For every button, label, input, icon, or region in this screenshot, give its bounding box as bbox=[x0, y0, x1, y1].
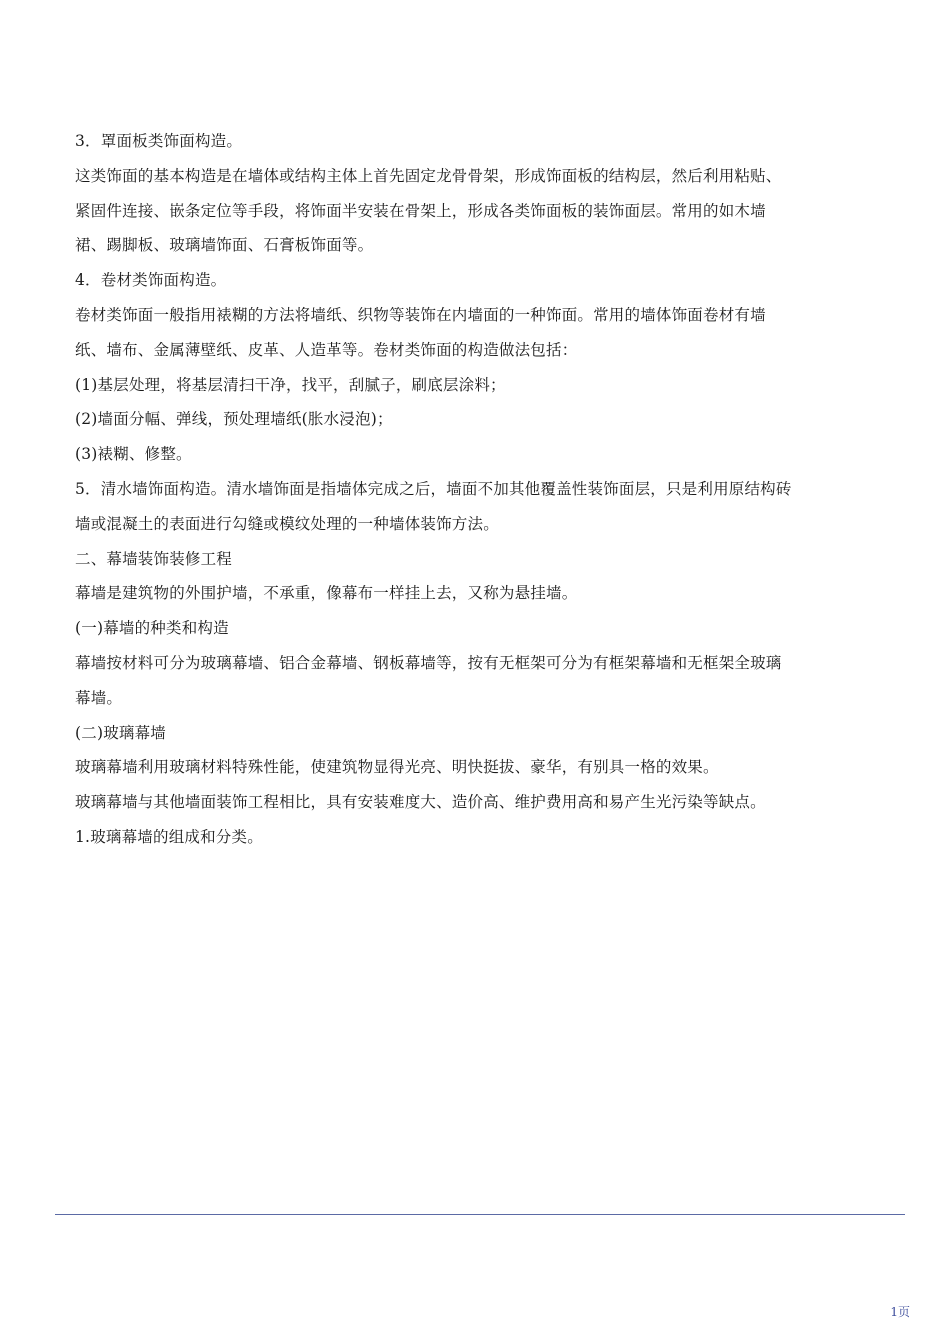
paragraph-line: 玻璃幕墙利用玻璃材料特殊性能，使建筑物显得光亮、明快挺拔、豪华，有别具一格的效果。 bbox=[75, 758, 719, 777]
paragraph-line: 这类饰面的基本构造是在墙体或结构主体上首先固定龙骨骨架，形成饰面板的结构层，然后利用粘贴、 bbox=[75, 166, 782, 185]
document-body bbox=[75, 124, 875, 855]
paragraph-line: 幕墙。 bbox=[75, 688, 123, 707]
paragraph-line: 3．罩面板类饰面构造。 bbox=[75, 132, 243, 150]
paragraph-line: 紧固件连接、嵌条定位等手段，将饰面半安装在骨架上，形成各类饰面板的装饰面层。常用的如木墙 bbox=[75, 201, 766, 220]
page-number: 1页 bbox=[890, 1305, 910, 1319]
paragraph-line: (1)基层处理，将基层清扫干净，找平，刮腻子，刷底层涂料； bbox=[75, 375, 506, 394]
subsection-heading: (一)幕墙的种类和构造 bbox=[75, 619, 229, 638]
paragraph-line: 幕墙是建筑物的外围护墙，不承重，像幕布一样挂上去，又称为悬挂墙。 bbox=[75, 584, 578, 603]
paragraph-line: (2)墙面分幅、弹线，预处理墙纸(胀水浸泡)； bbox=[75, 410, 393, 429]
subsection-heading: (二)玻璃幕墙 bbox=[75, 723, 166, 742]
paragraph-line: 幕墙按材料可分为玻璃幕墙、铝合金幕墙、钢板幕墙等，按有无框架可分为有框架幕墙和无框架全玻璃 bbox=[75, 653, 782, 672]
paragraph-line: 裙、踢脚板、玻璃墙饰面、石膏板饰面等。 bbox=[75, 236, 374, 255]
footer-divider bbox=[55, 1214, 905, 1215]
paragraph-line: 5．清水墙饰面构造。清水墙饰面是指墙体完成之后，墙面不加其他覆盖性装饰面层，只是利用原结构砖 bbox=[75, 479, 792, 498]
paragraph-line: 4．卷材类饰面构造。 bbox=[75, 271, 227, 290]
paragraph-line: 玻璃幕墙与其他墙面装饰工程相比，具有安装难度大、造价高、维护费用高和易产生光污染等缺点。 bbox=[75, 793, 766, 812]
paragraph-line: (3)裱糊、修整。 bbox=[75, 445, 192, 464]
section-heading: 二、幕墙装饰装修工程 bbox=[75, 549, 233, 568]
paragraph-line: 1.玻璃幕墙的组成和分类。 bbox=[75, 827, 263, 846]
paragraph-line: 墙或混凝土的表面进行勾缝或模纹处理的一种墙体装饰方法。 bbox=[75, 514, 499, 533]
paragraph-line: 卷材类饰面一般指用裱糊的方法将墙纸、织物等装饰在内墙面的一种饰面。常用的墙体饰面卷材有墙 bbox=[75, 305, 766, 324]
paragraph-line: 纸、墙布、金属薄壁纸、皮革、人造革等。卷材类饰面的构造做法包括： bbox=[75, 340, 578, 359]
